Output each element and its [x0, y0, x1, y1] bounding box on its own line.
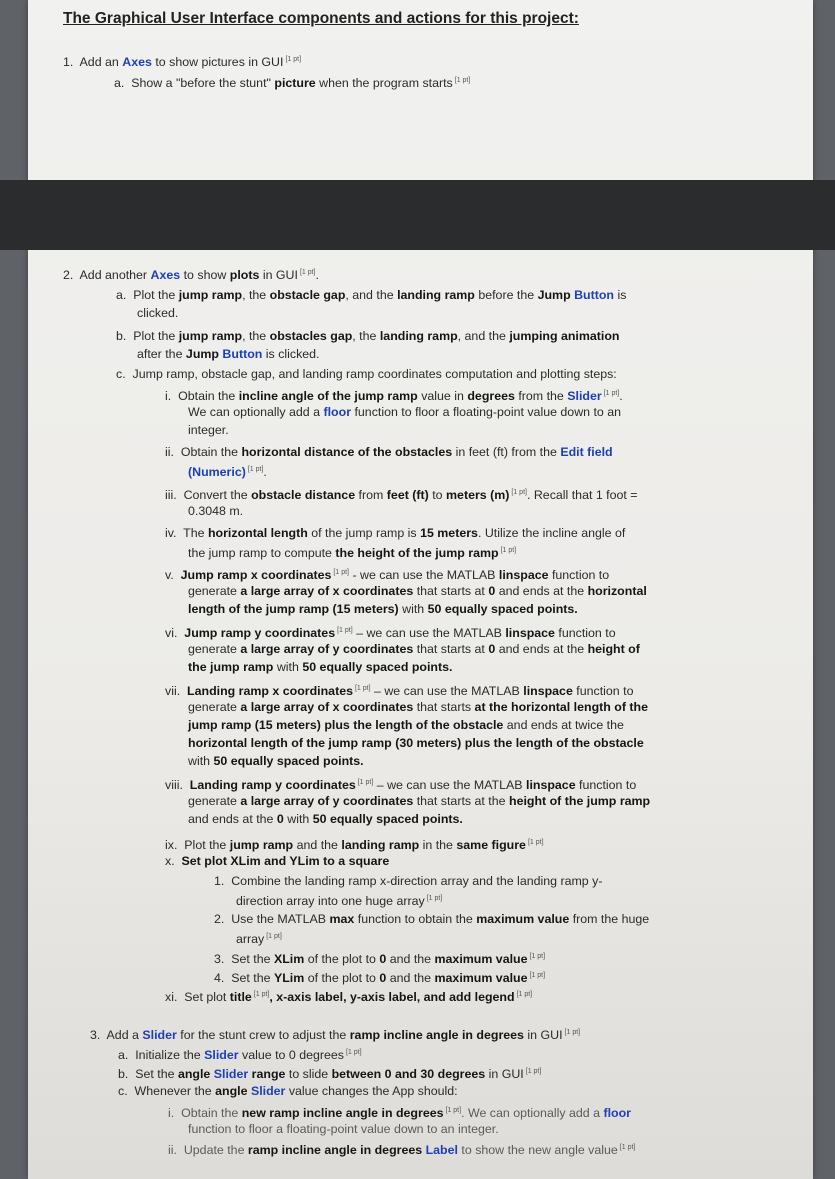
step-v: v. Jump ramp x coordinates [1 pt] - we can use the MATLAB linspace function to — [165, 568, 610, 583]
dark-separator-band — [0, 180, 835, 250]
step-vi-line3: the jump ramp with 50 equally spaced points. — [188, 660, 453, 674]
substep-2: 2. Use the MATLAB max function to obtain the maximum value from the huge — [214, 912, 650, 926]
step-i-line3: integer. — [188, 423, 229, 437]
substep-3: 3. Set the XLim of the plot to 0 and the maximum value [1 pt] — [214, 952, 546, 967]
step-i: i. Obtain the incline angle of the jump ramp value in degrees from the Slider [1 pt]. — [165, 389, 623, 404]
step-vii-line2: generate a large array of x coordinates that starts at the horizontal length of the — [188, 700, 649, 714]
step-x: x. Set plot XLim and YLim to a square — [165, 854, 390, 868]
section-3-item-a: a. Initialize the Slider value to 0 degrees [1 pt] — [118, 1048, 362, 1063]
step-viii: viii. Landing ramp y coordinates [1 pt] – we can use the MATLAB linspace function to — [165, 778, 637, 793]
step-vi-line2: generate a large array of y coordinates that starts at 0 and ends at the height of — [188, 642, 640, 656]
step-vii-line3: jump ramp (15 meters) plus the length of the obstacle and ends at twice the — [188, 718, 624, 732]
step-vii-line4: horizontal length of the jump ramp (30 meters) plus the length of the obstacle — [188, 736, 644, 750]
section-2-item-c: c. Jump ramp, obstacle gap, and landing ramp coordinates computation and plotting steps: — [116, 367, 617, 381]
step-vii-line5: with 50 equally spaced points. — [188, 754, 364, 768]
section-2-heading: 2. Add another Axes to show plots in GUI [1 pt]. — [63, 268, 319, 283]
step-ix: ix. Plot the jump ramp and the landing ramp in the same figure [1 pt] — [165, 838, 544, 853]
step-v-line3: length of the jump ramp (15 meters) with 50 equally spaced points. — [188, 602, 578, 616]
step-vi: vi. Jump ramp y coordinates [1 pt] – we can use the MATLAB linspace function to — [165, 626, 616, 641]
step-ii: ii. Obtain the horizontal distance of the obstacles in feet (ft) from the Edit field — [165, 445, 613, 459]
section-3-step-i: i. Obtain the new ramp incline angle in degrees [1 pt]. We can optionally add a floor — [168, 1106, 631, 1121]
section-2-item-a-cont: clicked. — [137, 306, 179, 320]
step-v-line2: generate a large array of x coordinates that starts at 0 and ends at the horizontal — [188, 584, 647, 598]
section-1-heading: 1. Add an Axes to show pictures in GUI [1 pt] — [63, 55, 302, 70]
substep-1: 1. Combine the landing ramp x-direction array and the landing ramp y- — [214, 874, 603, 888]
step-vii: vii. Landing ramp x coordinates [1 pt] – we can use the MATLAB linspace function to — [165, 684, 634, 699]
document-title: The Graphical User Interface components and actions for this project: — [63, 10, 579, 27]
step-ii-line2: (Numeric) [1 pt]. — [188, 465, 267, 480]
step-i-line2: We can optionally add a floor function to floor a floating-point value down to an — [188, 405, 622, 419]
substep-2-line2: array [1 pt] — [236, 932, 282, 947]
step-iii-line2: 0.3048 m. — [188, 504, 244, 518]
section-2-item-b: b. Plot the jump ramp, the obstacles gap, the landing ramp, and the jumping animation — [116, 329, 620, 343]
section-3-heading: 3. Add a Slider for the stunt crew to adjust the ramp incline angle in degrees in GUI [1 pt] — [90, 1028, 581, 1043]
section-3-item-b: b. Set the angle Slider range to slide between 0 and 30 degrees in GUI [1 pt] — [118, 1067, 542, 1082]
section-3-item-c: c. Whenever the angle Slider value changes the App should: — [118, 1084, 458, 1098]
substep-4: 4. Set the YLim of the plot to 0 and the maximum value [1 pt] — [214, 971, 546, 986]
section-2-item-b-cont: after the Jump Button is clicked. — [137, 347, 320, 361]
step-iv: iv. The horizontal length of the jump ramp is 15 meters. Utilize the incline angle of — [165, 526, 626, 540]
step-iii: iii. Convert the obstacle distance from feet (ft) to meters (m) [1 pt]. Recall that 1 foot = — [165, 488, 638, 503]
section-2-item-a: a. Plot the jump ramp, the obstacle gap, and the landing ramp before the Jump Button is — [116, 288, 627, 302]
step-iv-line2: the jump ramp to compute the height of the jump ramp [1 pt] — [188, 546, 517, 561]
section-1-item-a: a. Show a "before the stunt" picture when the program starts [1 pt] — [114, 76, 471, 91]
step-viii-line3: and ends at the 0 with 50 equally spaced points. — [188, 812, 463, 826]
substep-1-line2: direction array into one huge array [1 pt] — [236, 894, 443, 909]
section-3-step-i-line2: function to floor a floating-point value down to an integer. — [188, 1122, 499, 1136]
section-3-step-ii: ii. Update the ramp incline angle in degrees Label to show the new angle value [1 pt] — [168, 1143, 636, 1158]
step-viii-line2: generate a large array of y coordinates that starts at the height of the jump ramp — [188, 794, 651, 808]
step-xi: xi. Set plot title [1 pt], x-axis label, y-axis label, and add legend [1 pt] — [165, 990, 533, 1005]
